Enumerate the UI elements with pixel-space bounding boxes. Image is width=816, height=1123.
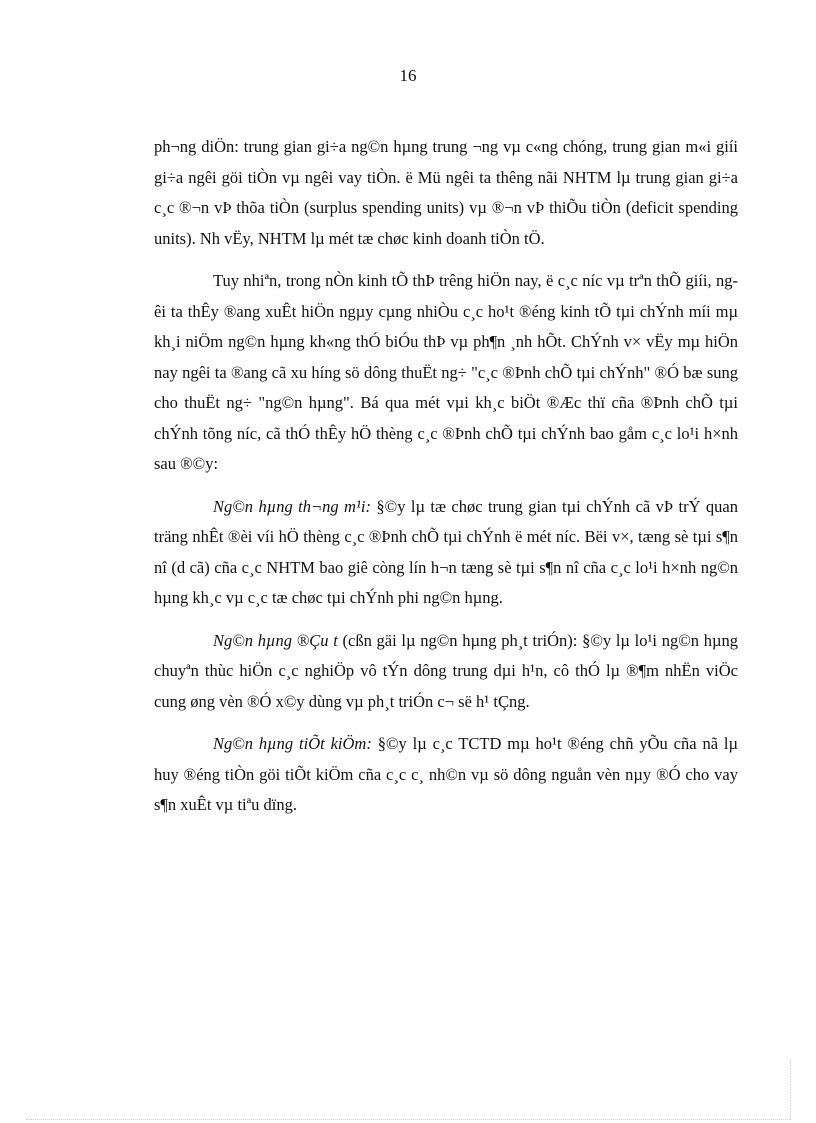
page-number: 16 — [399, 66, 417, 85]
paragraph-financial-institutions: Tuy nhiªn, trong nÒn kinh tÕ thÞ trêng hiÖn nay, ë c¸c níc vµ trªn thÕ giíi, ngêi ta thÊy ®ang xuÊt hiÖn ngµy cµng nhiÒu c¸c ho¹t ®éng kinh tÕ tµi chÝnh míi mµ kh¸i niÖm ng©n hµng kh«ng thÓ biÓu thÞ vµ ph¶n ¸nh hÕt. ChÝnh v× vËy mµ hiÖn nay ngêi ta ®ang cã xu híng sö dông thuËt ng÷ "c¸c ®Þnh chÕ tµi chÝnh" ®Ó bæ sung cho thuËt ng÷ "ng©n hµng". Bá qua mét vµi kh¸c biÖt ®Æc thï cña ®Þnh chÕ tµi chÝnh tõng níc, cã thÓ thÊy hÖ thèng c¸c ®Þnh chÕ tµi chÝnh bao gåm c¸c lo¹i h×nh sau ®©y: — [154, 271, 738, 473]
paragraph-intermediary-role: ph¬ng diÖn: trung gian gi÷a ng©n hµng trung ¬ng vµ c«ng chóng, trung gian m«i giíi gi÷a ngêi göi tiÒn vµ ngêi vay tiÒn. ë Mü ngêi ta thêng nãi NHTM lµ trung gian gi÷a c¸c ®¬n vÞ thõa tiÒn (surplus spending units) vµ ®¬n vÞ thiÕu tiÒn (deficit spending units). Nh vËy, NHTM lµ mét tæ chøc kinh doanh tiÒn tÖ. — [154, 137, 738, 248]
paragraph-commercial-bank — [154, 492, 738, 614]
page-bottom-border — [26, 1119, 790, 1120]
paragraph-savings-bank — [154, 729, 738, 821]
term-commercial-bank: Ng©n hµng th¬ng m¹i: — [213, 496, 371, 516]
definition-commercial-bank: §©y lµ tæ chøc trung gian tµi chÝnh cã vÞ trÝ quan träng nhÊt ®èi víi hÖ thèng c¸c ®Þnh chÕ tµi chÝnh ë mét níc. Bëi v×, tæng sè tµi s¶n nî (d cã) cña c¸c NHTM bao giê còng lín h¬n tæng sè tµi s¶n nî cña c¸c lo¹i h×nh ng©n hµng kh¸c vµ c¸c tæ chøc tµi chÝnh phi ng©n hµng. — [154, 496, 738, 607]
paragraph-investment-bank — [154, 626, 738, 718]
term-investment-bank: Ng©n hµng ®Çu t — [213, 630, 338, 650]
body-text — [154, 132, 738, 833]
page-right-border — [790, 1060, 791, 1120]
definition-investment-bank: (cßn gäi lµ ng©n hµng ph¸t triÓn): §©y lµ lo¹i ng©n hµng chuyªn thùc hiÖn c¸c nghiÖp vô tÝn dông trung dµi h¹n, cô thÓ lµ ®¶m nhËn viÖc cung øng vèn ®Ó x©y dùng vµ ph¸t triÓn c¬ së h¹ tÇng. — [154, 630, 738, 711]
term-savings-bank: Ng©n hµng tiÕt kiÖm: — [213, 734, 372, 753]
definition-savings-bank: §©y lµ c¸c TCTD mµ ho¹t ®éng chñ yÕu cña nã lµ huy ®éng tiÒn göi tiÕt kiÖm cña c¸c c¸ nh©n vµ sö dông nguån vèn nµy ®Ó cho vay s¶n xuÊt vµ tiªu dïng. — [154, 734, 738, 814]
